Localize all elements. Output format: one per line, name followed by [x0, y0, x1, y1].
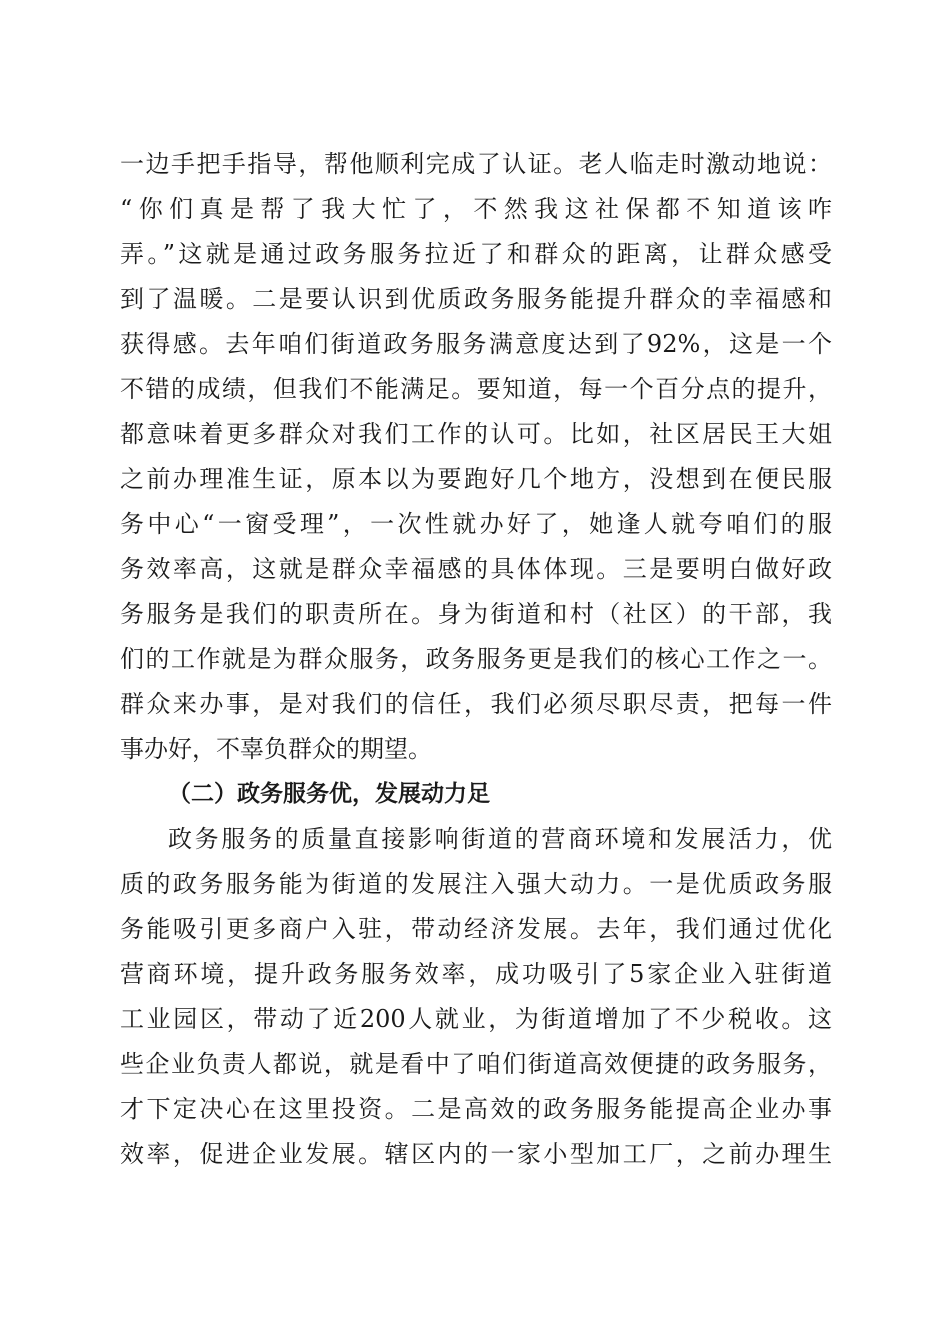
paragraph-line: 务能吸引更多商户入驻，带动经济发展。去年，我们通过优化	[120, 915, 832, 943]
section-heading: （二）政务服务优，发展动力足	[168, 781, 490, 807]
paragraph-line: 务中心“一窗受理”，一次性就办好了，她逢人就夸咱们的服	[120, 510, 832, 538]
paragraph-line: 一边手把手指导，帮他顺利完成了认证。老人临走时激动地说：	[120, 150, 832, 178]
paragraph-line: 营商环境，提升政务服务效率，成功吸引了5家企业入驻街道	[120, 960, 832, 988]
paragraph-line: “你们真是帮了我大忙了，不然我这社保都不知道该咋	[120, 195, 832, 223]
paragraph-line: 才下定决心在这里投资。二是高效的政务服务能提高企业办事	[120, 1095, 832, 1123]
paragraph-line: 们的工作就是为群众服务，政务服务更是我们的核心工作之一。	[120, 645, 832, 673]
paragraph-line: 些企业负责人都说，就是看中了咱们街道高效便捷的政务服务，	[120, 1050, 832, 1078]
paragraph-line: 之前办理准生证，原本以为要跑好几个地方，没想到在便民服	[120, 465, 832, 493]
paragraph-line: 效率，促进企业发展。辖区内的一家小型加工厂，之前办理生	[120, 1140, 832, 1168]
paragraph-line: 质的政务服务能为街道的发展注入强大动力。一是优质政务服	[120, 870, 832, 898]
paragraph-line: 群众来办事，是对我们的信任，我们必须尽职尽责，把每一件	[120, 690, 832, 718]
paragraph-line: 到了温暖。二是要认识到优质政务服务能提升群众的幸福感和	[120, 285, 832, 313]
paragraph-line: 不错的成绩，但我们不能满足。要知道，每一个百分点的提升，	[120, 375, 832, 403]
paragraph-line: 务效率高，这就是群众幸福感的具体体现。三是要明白做好政	[120, 555, 832, 583]
paragraph-line: 政务服务的质量直接影响街道的营商环境和发展活力，优	[168, 825, 832, 853]
paragraph-line: 工业园区，带动了近200人就业，为街道增加了不少税收。这	[120, 1005, 832, 1033]
paragraph-line: 务服务是我们的职责所在。身为街道和村（社区）的干部，我	[120, 600, 832, 628]
paragraph-line: 弄。”这就是通过政务服务拉近了和群众的距离，让群众感受	[120, 240, 832, 268]
paragraph-line: 都意味着更多群众对我们工作的认可。比如，社区居民王大姐	[120, 420, 832, 448]
paragraph-line: 事办好，不辜负群众的期望。	[120, 735, 432, 763]
paragraph-line: 获得感。去年咱们街道政务服务满意度达到了92%，这是一个	[120, 330, 832, 358]
